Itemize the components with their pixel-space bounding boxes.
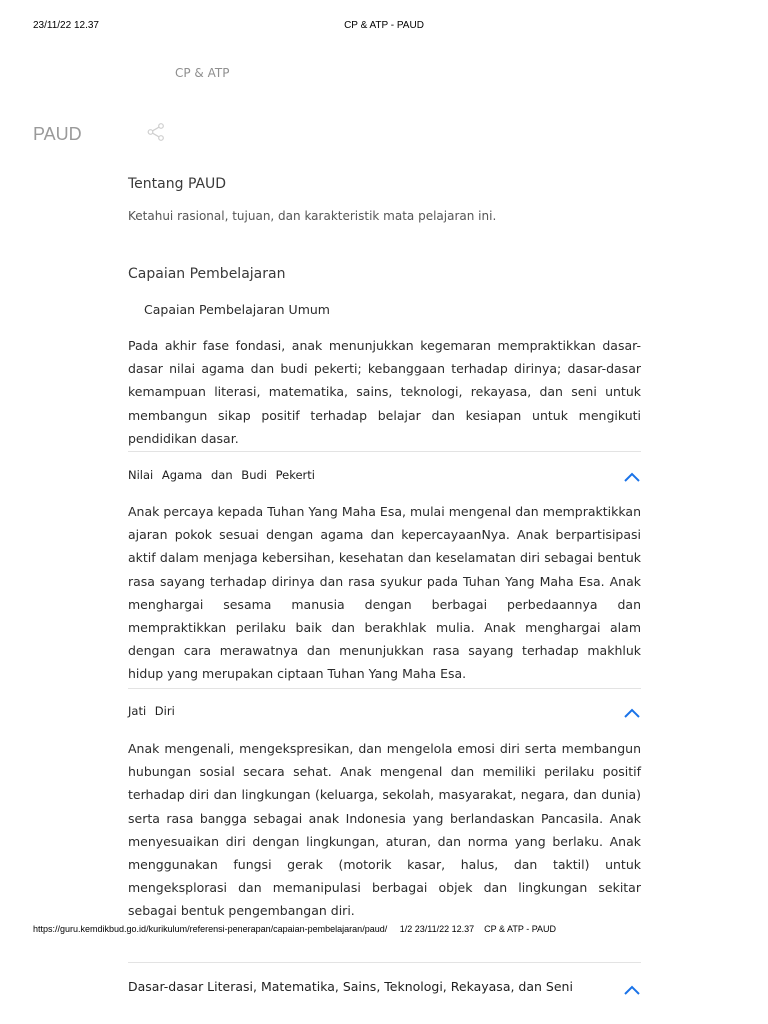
- print-header: [0, 20, 768, 34]
- print-footer: [33, 924, 556, 934]
- print-header-title: CP & ATP - PAUD: [344, 20, 424, 31]
- about-section: [128, 176, 641, 192]
- print-footer-url: https://guru.kemdikbud.go.id/kurikulum/referensi-penerapan/capaian-pembelajaran/paud/: [33, 924, 388, 934]
- accordion-title: Jati Diri: [128, 704, 175, 718]
- chevron-up-icon[interactable]: [623, 704, 641, 716]
- accordion-title: Nilai Agama dan Budi Pekerti: [128, 468, 315, 482]
- share-icon[interactable]: [146, 122, 166, 142]
- accordion-body-text: Anak mengenali, mengekspresikan, dan mengelola emosi diri serta membangun hubungan sosial secara sehat. Anak mengenal dan memiliki perilaku positif terhadap diri dan lingkungan (keluarga, sekolah, masyarakat, negara, dan dunia) serta rasa bangga sebagai anak Indonesia yang berlandaskan Pancasila. Anak menyesuaikan diri dengan lingkungan, aturan, dan norma yang berlaku. Anak menggunakan fungsi gerak (motorik kasar, halus, dan taktil) untuk mengeksplorasi dan memanipulasi berbagai objek dan lingkungan sekitar sebagai bentuk pengembangan diri.: [128, 741, 641, 919]
- print-header-datetime: 23/11/22 12.37: [33, 20, 99, 31]
- accordion-body-jati-diri: [128, 737, 641, 923]
- accordion-header-dasar-literasi[interactable]: [128, 962, 641, 1003]
- accordion-title: Dasar-dasar Literasi, Matematika, Sains, Teknologi, Rekayasa, dan Seni: [128, 979, 573, 994]
- accordion-header-jati-diri[interactable]: [128, 688, 641, 729]
- print-footer-page: 1/2: [399, 924, 413, 934]
- print-footer-title: CP & ATP - PAUD: [484, 924, 557, 934]
- capaian-section: [128, 266, 641, 282]
- print-footer-datetime: 23/11/22 12.37: [414, 924, 475, 934]
- capaian-intro-text: Pada akhir fase fondasi, anak menunjukkan kegemaran mempraktikkan dasar-dasar nilai agama dan budi pekerti; kebanggaan terhadap dirinya; dasar-dasar kemampuan literasi, matematika, sains, teknologi, rekayasa, dan seni untuk membangun sikap positif terhadap belajar dan kesiapan untuk mengikuti pendidikan dasar.: [128, 338, 641, 446]
- capaian-intro-block: [128, 334, 641, 450]
- accordion-body-nilai-agama: [128, 500, 641, 686]
- accordion-body-text: Anak percaya kepada Tuhan Yang Maha Esa, mulai mengenal dan mempraktikkan ajaran pokok sesuai dengan agama dan kepercayaanNya. Anak berpartisipasi aktif dalam menjaga kebersihan, kesehatan dan keselamatan diri sebagai bentuk rasa sayang terhadap dirinya dan rasa syukur pada Tuhan Yang Maha Esa. Anak menghargai sesama manusia dengan berbagai perbedaannya dan mempraktikkan perilaku baik dan berakhlak mulia. Anak menghargai alam dengan cara merawatnya dan menunjukkan rasa sayang terhadap makhluk hidup yang merupakan ciptaan Tuhan Yang Maha Esa.: [128, 504, 641, 682]
- page-brand-title: PAUD: [33, 124, 82, 144]
- accordion-header-nilai-agama[interactable]: [128, 451, 641, 492]
- breadcrumb[interactable]: CP & ATP: [175, 66, 230, 80]
- about-heading: Tentang PAUD: [128, 176, 227, 192]
- capaian-subheading: Capaian Pembelajaran Umum: [144, 302, 330, 317]
- chevron-up-icon[interactable]: [623, 981, 641, 993]
- capaian-heading: Capaian Pembelajaran: [128, 266, 286, 282]
- chevron-up-icon[interactable]: [623, 468, 641, 480]
- about-description: Ketahui rasional, tujuan, dan karakteristik mata pelajaran ini.: [128, 209, 497, 223]
